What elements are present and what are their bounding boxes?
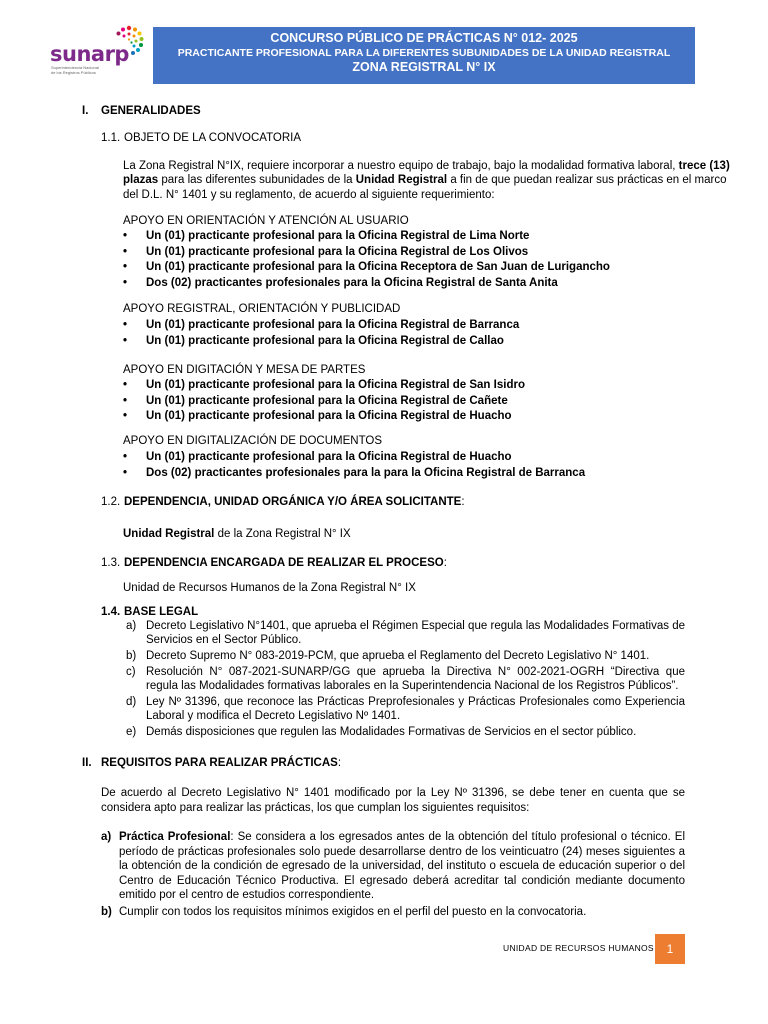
group-list [119,450,585,481]
requirements-list [101,830,685,922]
group-heading: APOYO EN DIGITALIZACIÓN DE DOCUMENTOS [123,435,382,447]
list-item: e) Demás disposiciones que regulen las Modalidades Formativas de Servicios en el sector público. [126,726,637,738]
list-item: a) Decreto Legislativo N°1401, que aprueba el Régimen Especial que regula las Modalidades Formativas de Servicios en el Sector Público. [126,620,685,646]
banner-zone: ZONA REGISTRAL N° IX [352,60,496,74]
subsection-1-4-heading: BASE LEGAL [124,606,199,618]
banner-subtitle: PRACTICANTE PROFESIONAL PARA LA DIFERENTES SUBUNIDADES DE LA UNIDAD REGISTRAL [177,47,671,59]
list-item: • Un (01) practicante profesional para la Oficina Registral de Cañete [119,394,525,410]
list-item: • Un (01) practicante profesional para la Oficina Registral de Los Olivos [119,245,610,261]
objective-line-3: del D.L. N° 1401 y su reglamento, de acuerdo al siguiente requerimiento: [123,189,495,201]
process-unit: Unidad de Recursos Humanos de la Zona Registral N° IX [123,582,416,594]
subsection-1-2-number: 1.2. [101,496,121,508]
subsection-1-4-number: 1.4. [101,606,121,618]
page-number: 1 [655,934,685,964]
list-item: • Dos (02) practicantes profesionales para la para la Oficina Registral de Barranca [119,466,585,482]
legal-basis-list [119,619,685,741]
list-item: a) Práctica Profesional: Se considera a los egresados antes de la obtención del título profesional o técnico. El período de prácticas profesionales solo puede desarrollarse dentro de los veinticuatro (24) meses siguientes a la obtención de la condición de egresado de la universidad, del instituto o escuela de educación superior o del Centro de Educación Técnico Productiva. El egresado deberá acreditar tal condición mediante documento emitido por el centro de estudios correspondiente. [101,831,685,902]
requesting-unit: Unidad Registral de la Zona Registral N° IX [123,528,351,540]
requirements-intro: De acuerdo al Decreto Legislativo N° 1401 modificado por la Ley Nº 31396, se debe tener en cuenta que se considera apto para realizar las prácticas, los que cumplan los siguientes requisitos: [101,787,685,814]
group-list [119,318,519,349]
section-2-number: II. [82,757,92,769]
subsection-1-2-heading: DEPENDENCIA, UNIDAD ORGÁNICA Y/O ÁREA SOLICITANTE: [124,496,465,508]
list-item: • Un (01) practicante profesional para la Oficina Receptora de San Juan de Lurigancho [119,260,610,276]
list-item: • Un (01) practicante profesional para la Oficina Registral de San Isidro [119,378,525,394]
list-item: b) Decreto Supremo N° 083-2019-PCM, que aprueba el Reglamento del Decreto Legislativo N° 1401. [126,650,650,662]
list-item: • Un (01) practicante profesional para la Oficina Registral de Huacho [119,409,525,425]
subsection-1-3-heading: DEPENDENCIA ENCARGADA DE REALIZAR EL PROCESO: [124,557,447,569]
group-list [119,378,525,425]
section-1-number: I. [82,105,89,117]
list-item: • Dos (02) practicantes profesionales para la Oficina Registral de Santa Anita [119,276,610,292]
subsection-1-1-heading: OBJETO DE LA CONVOCATORIA [124,132,302,144]
subsection-1-3-number: 1.3. [101,557,121,569]
objective-line-2: plazas para las diferentes subunidades de la Unidad Registral a fin de que puedan realizar sus prácticas en el marco [123,174,727,186]
list-item: c) Resolución N° 087-2021-SUNARP/GG que aprueba la Directiva N° 002-2021-OGRH “Directiva que regula las Modalidades formativas laborales en la Superintendencia Nacional de los Registros Públicos”. [126,666,685,692]
footer-label: UNIDAD DE RECURSOS HUMANOS [503,943,654,953]
list-item: • Un (01) practicante profesional para la Oficina Registral de Huacho [119,450,585,466]
logo-wordmark: sunarp [50,42,129,66]
list-item: • Un (01) practicante profesional para la Oficina Registral de Callao [119,334,519,350]
objective-line-1: La Zona Registral N°IX, requiere incorporar a nuestro equipo de trabajo, bajo la modalidad formativa laboral, trece (13) [123,160,730,172]
list-item: • Un (01) practicante profesional para la Oficina Registral de Barranca [119,318,519,334]
section-2-heading: REQUISITOS PARA REALIZAR PRÁCTICAS: [101,757,342,769]
list-item: d) Ley Nº 31396, que reconoce las Prácticas Preprofesionales y Prácticas Profesionales como Experiencia Laboral y modifica el Decreto Legislativo Nº 1401. [126,696,685,722]
header-banner [153,27,695,84]
logo-tagline: Superintendencia Nacional de los Registros Públicos [51,65,99,75]
banner-title: CONCURSO PÚBLICO DE PRÁCTICAS N° 012- 2025 [270,31,578,45]
group-list [119,229,610,292]
group-heading: APOYO EN DIGITACIÓN Y MESA DE PARTES [123,364,366,376]
list-item: b) Cumplir con todos los requisitos mínimos exigidos en el perfil del puesto en la convocatoria. [101,905,587,918]
section-1-heading: GENERALIDADES [101,105,201,117]
list-item: • Un (01) practicante profesional para la Oficina Registral de Lima Norte [119,229,610,245]
group-heading: APOYO REGISTRAL, ORIENTACIÓN Y PUBLICIDAD [123,303,401,315]
group-heading: APOYO EN ORIENTACIÓN Y ATENCIÓN AL USUARIO [123,215,409,227]
subsection-1-1-number: 1.1. [101,132,121,144]
sunarp-logo [50,24,150,76]
